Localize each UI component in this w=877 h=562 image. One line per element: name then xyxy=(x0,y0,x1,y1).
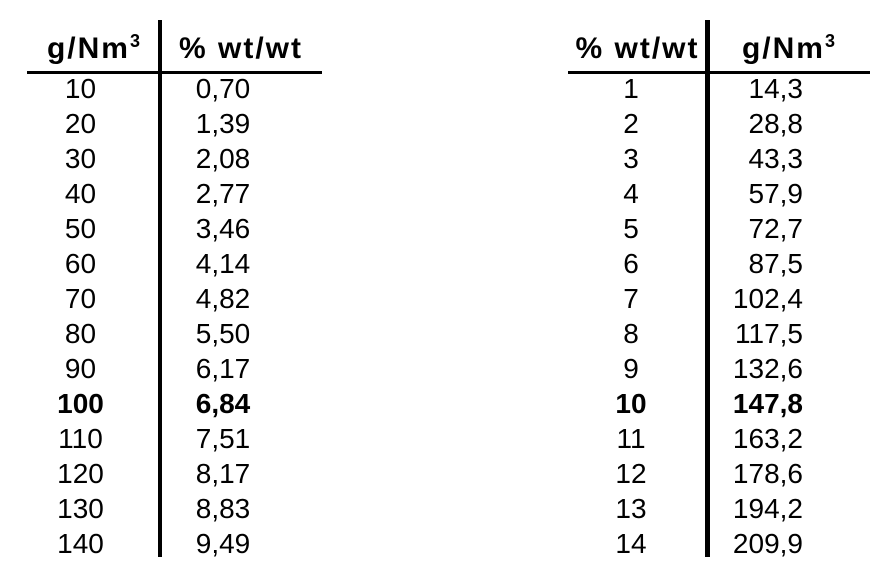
right-table-c1-value: 6 xyxy=(623,247,639,279)
left-table-c2-value: 8,83 xyxy=(195,492,251,524)
left-table-c2-value: 8,17 xyxy=(195,457,251,489)
left-table-c1-value: 20 xyxy=(64,107,97,139)
table-row xyxy=(27,211,322,246)
left-table-c2-value: 3,46 xyxy=(195,212,251,244)
unit-base: g/Nm xyxy=(46,32,130,65)
left-table-c1-value: 110 xyxy=(58,422,103,454)
table-row xyxy=(568,456,870,491)
right-table-c1-value: 10 xyxy=(615,387,647,419)
table-row xyxy=(568,316,870,351)
table-row xyxy=(27,106,322,141)
right-table-c2-value: 117,5 xyxy=(735,317,803,349)
table-row xyxy=(568,246,870,281)
left-table-c2-value: 5,50 xyxy=(195,317,251,349)
right-table-c1-value: 11 xyxy=(616,422,646,454)
right-table-c1-value: 12 xyxy=(615,457,647,489)
left-table-c2-value: 1,39 xyxy=(195,107,251,139)
right-table-c2-value: 194,2 xyxy=(732,492,803,524)
right-table-c1-value: 13 xyxy=(615,492,647,524)
left-table-c2-value: 2,08 xyxy=(195,142,251,174)
left-table-c2-value: 2,77 xyxy=(195,177,251,209)
table-row xyxy=(568,281,870,316)
right-table-c1-value: 9 xyxy=(623,352,639,384)
table-row xyxy=(27,456,322,491)
right-table-c1-value: 2 xyxy=(623,107,639,139)
right-table-c2-value: 102,4 xyxy=(732,282,803,314)
right-conversion-table xyxy=(568,0,870,561)
left-table-c1-value: 10 xyxy=(64,72,97,104)
left-table-body xyxy=(27,71,322,561)
table-row xyxy=(568,491,870,526)
table-row xyxy=(568,421,870,456)
right-table-c1-value: 4 xyxy=(623,177,639,209)
table-row xyxy=(568,386,870,421)
table-row xyxy=(27,176,322,211)
right-table-c2-value: 209,9 xyxy=(732,527,803,559)
left-table-c2-value: 4,14 xyxy=(195,247,251,279)
right-table-c1-value: 5 xyxy=(623,212,639,244)
table-row xyxy=(27,281,322,316)
table-row xyxy=(27,526,322,561)
left-table-c1-value: 100 xyxy=(57,387,104,419)
right-table-c2-value: 87,5 xyxy=(748,247,803,279)
right-table-c2-value: 28,8 xyxy=(748,107,803,139)
right-table-c2-value: 163,2 xyxy=(732,422,803,454)
left-table-c2-value: 0,70 xyxy=(195,72,251,104)
unit-base: g/Nm xyxy=(741,32,825,65)
right-table-c2-value: 147,8 xyxy=(732,387,803,419)
table-row xyxy=(568,176,870,211)
left-table-header-row xyxy=(27,0,322,71)
right-table-body xyxy=(568,71,870,561)
left-table-c1-value: 140 xyxy=(57,527,104,559)
left-table-c1-value: 120 xyxy=(57,457,104,489)
table-row xyxy=(27,491,322,526)
left-table-c1-value: 60 xyxy=(64,247,97,279)
right-table-c2-value: 178,6 xyxy=(732,457,803,489)
right-table-c2-value: 132,6 xyxy=(732,352,803,384)
table-row xyxy=(27,246,322,281)
right-col2-header xyxy=(707,31,870,65)
left-table-c2-value: 7,51 xyxy=(195,422,251,454)
table-row xyxy=(27,141,322,176)
left-table-c1-value: 40 xyxy=(64,177,97,209)
left-table-c2-value: 9,49 xyxy=(195,527,251,559)
table-row xyxy=(568,211,870,246)
left-table-c2-value: 6,84 xyxy=(195,387,251,419)
right-table-c1-value: 14 xyxy=(615,527,647,559)
left-table-c1-value: 90 xyxy=(64,352,97,384)
right-table-c2-value: 43,3 xyxy=(748,142,803,174)
table-row xyxy=(568,351,870,386)
left-table-c2-value: 6,17 xyxy=(195,352,251,384)
left-col1-header xyxy=(27,31,160,65)
table-row xyxy=(27,386,322,421)
left-col2-header: % wt/wt xyxy=(179,32,303,65)
right-col1-header: % wt/wt xyxy=(575,32,700,65)
right-table-c1-value: 1 xyxy=(623,72,639,104)
left-conversion-table xyxy=(27,0,322,561)
right-table-c2-value: 14,3 xyxy=(748,72,803,104)
right-table-header-row xyxy=(568,0,870,71)
table-row xyxy=(27,316,322,351)
left-table-c1-value: 70 xyxy=(64,282,97,314)
table-row xyxy=(568,141,870,176)
table-row xyxy=(568,526,870,561)
unit-superscript: 3 xyxy=(129,31,140,51)
left-table-c2-value: 4,82 xyxy=(195,282,251,314)
right-table-c2-value: 57,9 xyxy=(748,177,803,209)
left-table-c1-value: 130 xyxy=(57,492,104,524)
table-row xyxy=(27,71,322,106)
right-table-c1-value: 3 xyxy=(623,142,639,174)
table-row xyxy=(27,351,322,386)
left-table-c1-value: 30 xyxy=(64,142,97,174)
table-row xyxy=(27,421,322,456)
right-table-c2-value: 72,7 xyxy=(748,212,803,244)
table-row xyxy=(568,71,870,106)
unit-superscript: 3 xyxy=(824,31,835,51)
right-table-c1-value: 7 xyxy=(623,282,639,314)
left-table-c1-value: 80 xyxy=(64,317,97,349)
right-table-c1-value: 8 xyxy=(623,317,639,349)
table-row xyxy=(568,106,870,141)
left-table-c1-value: 50 xyxy=(64,212,97,244)
